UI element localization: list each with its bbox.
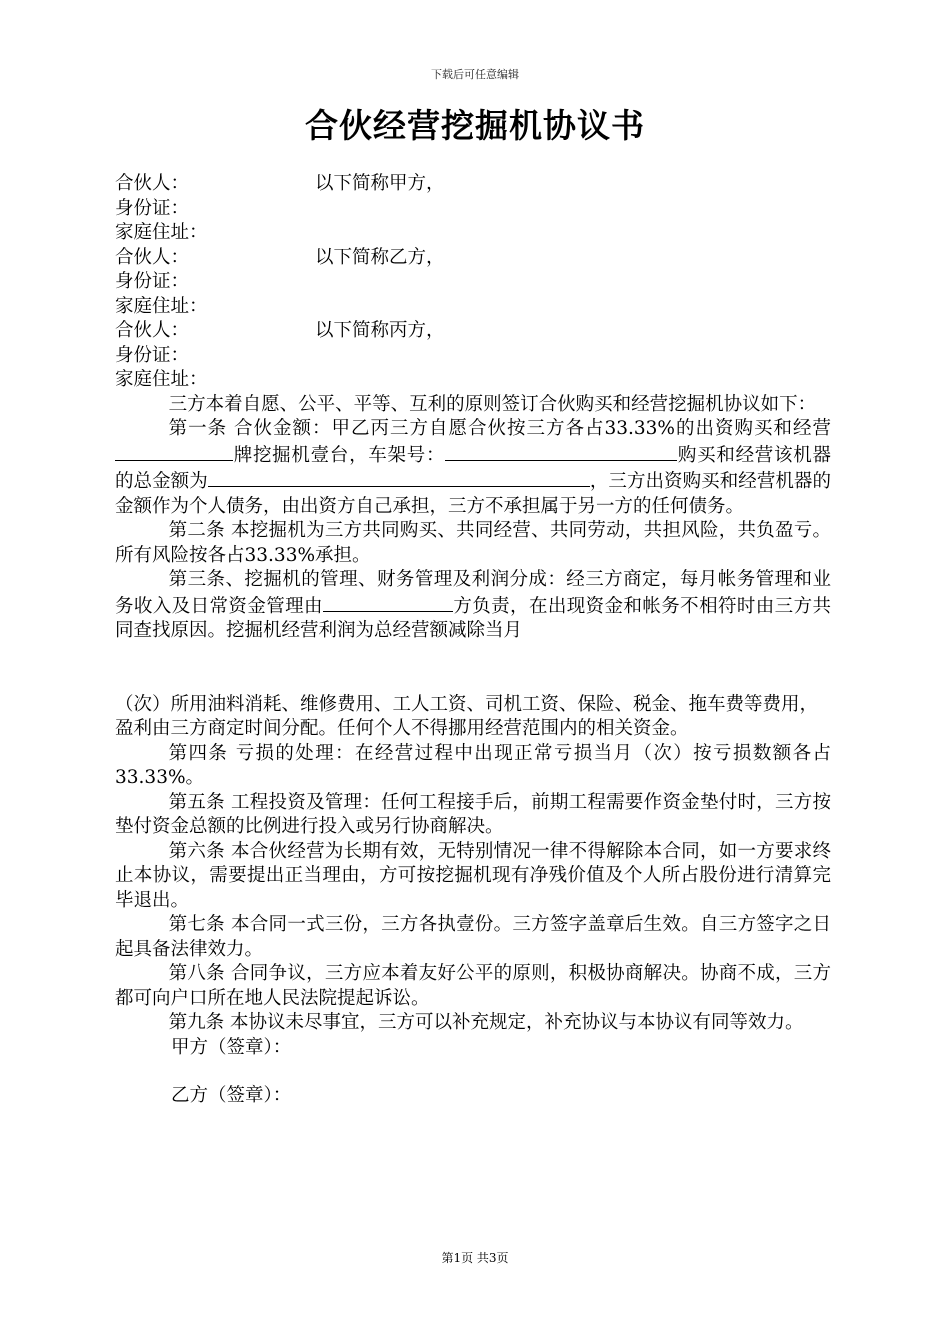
sign-party-b: 乙方（签章）： xyxy=(171,1085,292,1106)
party-b-address: 家庭住址： xyxy=(115,295,208,317)
sign-party-a: 甲方（签章）： xyxy=(171,1036,292,1058)
article-5: 第五条 工程投资及管理：任何工程接手后，前期工程需要作资金垫付时，三方按垫付资金总额的比例进行投入或另行协商解决。 xyxy=(115,791,831,837)
article-1-text-3: 购买和经营该机器的总金额为 xyxy=(115,444,831,492)
article-4: 第四条 亏损的处理：在经营过程中出现正常亏损当月（次）按亏损数额各占33.33%。 xyxy=(115,742,831,788)
party-b-id: 身份证： xyxy=(115,271,190,292)
document-title: 合伙经营挖掘机协议书 xyxy=(305,106,645,145)
article-3-continued: （次）所用油料消耗、维修费用、工人工资、司机工资、保险、税金、拖车费等费用，盈利由三方商定时间分配。任何个人不得挪用经营范围内的相关资金。 xyxy=(115,693,819,739)
frame-number-blank xyxy=(445,442,677,461)
article-8: 第八条 合同争议，三方应本着友好公平的原则，积极协商解决。协商不成，三方都可向户口所在地人民法院提起诉讼。 xyxy=(115,963,831,1009)
party-b-label: 合伙人： xyxy=(115,246,190,268)
article-3 xyxy=(115,568,831,644)
article-1-text-2: 牌挖掘机壹台，车架号： xyxy=(233,444,446,466)
header-note: 下载后可任意编辑 xyxy=(431,68,519,81)
party-a-label: 合伙人： xyxy=(115,173,190,194)
article-9: 第九条 本协议未尽事宜，三方可以补充规定，补充协议与本协议有同等效力。 xyxy=(168,1012,804,1033)
total-amount-blank xyxy=(208,468,590,487)
party-c-alias: 以下简称丙方， xyxy=(315,320,445,341)
article-2: 第二条 本挖掘机为三方共同购买、共同经营、共同劳动，共担风险，共负盈亏。所有风险按各占33.33%承担。 xyxy=(115,520,831,566)
sign-gap xyxy=(115,1060,831,1084)
party-a-row xyxy=(115,172,831,197)
brand-blank xyxy=(115,442,233,461)
party-c-row xyxy=(115,319,831,344)
manager-blank xyxy=(323,593,453,612)
party-c-id: 身份证： xyxy=(115,344,190,366)
article-1-text-1: 第一条 合伙金额：甲乙丙三方自愿合伙按三方各占33.33%的出资购买和经营 xyxy=(168,418,831,439)
party-a-address: 家庭住址： xyxy=(115,222,208,243)
article-3-text-1: 第三条、挖掘机的管理、财务管理及利润分成：经三方商定，每月帐务管理和业务收入及日常资金管理由 xyxy=(115,569,831,617)
party-b-row xyxy=(115,246,831,271)
document-body xyxy=(115,172,831,1109)
article-1-text-4: ，三方出资购买和经营机器的金额作为个人债务，由出资方自己承担，三方不承担属于另一方的任何债务。 xyxy=(115,471,831,517)
article-3-text-2: 方负责，在出现资金和帐务不相符时由三方共同查找原因。挖掘机经营利润为总经营额减除当月 xyxy=(115,595,831,641)
intro-paragraph: 三方本着自愿、公平、平等、互利的原则签订合伙购买和经营挖掘机协议如下： xyxy=(168,393,817,415)
article-7: 第七条 本合同一式三份，三方各执壹份。三方签字盖章后生效。自三方签字之日起具备法律效力。 xyxy=(115,914,831,960)
party-b-alias: 以下简称乙方， xyxy=(315,246,445,268)
party-a-alias: 以下简称甲方， xyxy=(315,173,445,194)
party-a-id: 身份证： xyxy=(115,197,190,219)
page-footer: 第1页 共3页 xyxy=(441,1251,509,1265)
page-gap xyxy=(115,644,831,693)
party-c-label: 合伙人： xyxy=(115,320,190,341)
party-c-address: 家庭住址： xyxy=(115,369,208,390)
article-6: 第六条 本合伙经营为长期有效，无特别情况一律不得解除本合同，如一方要求终止本协议，需要提出正当理由，方可按挖掘机现有净残价值及个人所占股份进行清算完毕退出。 xyxy=(115,840,831,911)
article-1 xyxy=(115,417,831,519)
